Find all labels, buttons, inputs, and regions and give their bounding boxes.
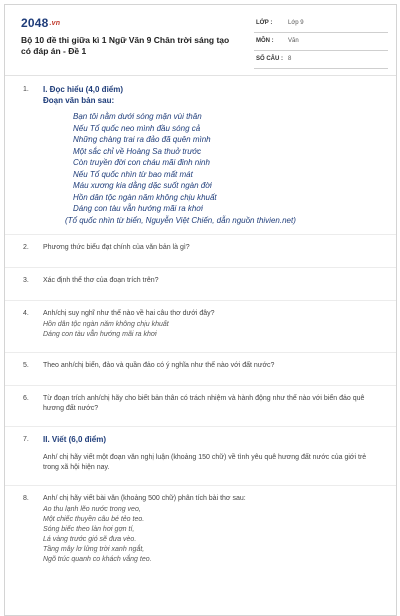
quoted-line: Hồn dân tộc ngàn năm không chịu khuất [43, 321, 169, 328]
poem-line: Dáng con tàu vẫn hướng mãi ra khơi [73, 204, 203, 213]
quoted-line: Lá vàng trước gió sẽ đưa vèo. [43, 536, 137, 543]
divider [5, 385, 396, 386]
question-text: Anh/ chị hãy viết một đoạn văn nghị luận (khoảng 150 chữ) về tình yêu quê hương đất nước của giới trẻ trong xã hội hiện nay. [43, 454, 367, 471]
poem-line: Một sắc chỉ về Hoàng Sa thuở trước [73, 146, 202, 156]
site-logo[interactable]: 2048.vn [21, 16, 61, 30]
quoted-lines [43, 320, 382, 340]
question-number: 3. [23, 277, 29, 284]
question-3 [5, 276, 396, 286]
meta-value: Văn [288, 38, 299, 44]
quoted-line: Sóng biếc theo làn hơi gợn tí, [43, 526, 135, 533]
question-text: Anh/ chị hãy viết bài văn (khoảng 500 chữ) phân tích bài thơ sau: [43, 495, 246, 502]
question-text: Theo anh/chị biển, đảo và quần đảo có ý nghĩa như thế nào với đất nước? [43, 362, 275, 369]
question-number: 6. [23, 395, 29, 402]
divider [5, 485, 396, 486]
question-number: 5. [23, 362, 29, 369]
question-text: Xác định thể thơ của đoạn trích trên? [43, 277, 159, 284]
quoted-lines [43, 505, 382, 565]
question-number: 2. [23, 244, 29, 251]
divider [5, 426, 396, 427]
question-number: 7. [23, 436, 29, 443]
meta-row-grade [254, 15, 388, 33]
section-heading: I. Đọc hiểu (4,0 điểm) [43, 85, 124, 94]
question-number: 1. [23, 86, 29, 93]
meta-row-count [254, 51, 388, 69]
quoted-line: Ngõ trúc quanh co khách vắng teo. [43, 556, 152, 563]
poem-line: Nếu Tổ quốc nhìn từ bao mất mát [73, 169, 193, 179]
page-title: Bộ 10 đề thi giữa kì 1 Ngữ Văn 9 Chân trời sáng tạo có đáp án - Đề 1 [21, 35, 230, 56]
divider [5, 267, 396, 268]
question-number: 8. [23, 495, 29, 502]
header-divider [5, 75, 396, 76]
document-header [5, 5, 396, 75]
meta-key: LỚP : [256, 20, 273, 26]
meta-value: 8 [288, 56, 292, 62]
poem-line: Máu xương kia dằng dặc suốt ngàn đời [73, 181, 212, 190]
question-list [5, 81, 396, 565]
question-text: Anh/chị suy nghĩ như thế nào về hai câu thơ dưới đây? [43, 310, 215, 317]
meta-key: SỐ CÂU : [256, 56, 283, 62]
poem-line: Những chàng trai ra đảo đã quên mình [73, 135, 211, 144]
question-text: Từ đoạn trích anh/chị hãy cho biết bản thân có trách nhiệm và hành động như thế nào với biển đảo quê hương đất nước? [43, 395, 365, 412]
poem-line: Hồn dân tộc ngàn năm không chịu khuất [73, 192, 217, 202]
question-number: 4. [23, 310, 29, 317]
question-text: Phương thức biểu đạt chính của văn bản là gì? [43, 244, 190, 251]
divider [5, 352, 396, 353]
question-4 [5, 309, 396, 340]
meta-table [254, 15, 388, 69]
document-page [4, 4, 397, 616]
section-subtitle: Đoạn văn bản sau: [43, 96, 115, 105]
poem-line: Bạn tôi nằm dưới sóng mặn vùi thân [73, 112, 202, 121]
meta-row-subject [254, 33, 388, 51]
quoted-line: Một chiếc thuyền câu bé tẻo teo. [43, 516, 145, 523]
divider [5, 300, 396, 301]
meta-key: MÔN : [256, 38, 274, 44]
question-8 [5, 494, 396, 565]
poem-source: (Tổ quốc nhìn từ biển, Nguyễn Việt Chiến, dẫn nguồn thivien.net) [65, 215, 296, 225]
meta-value: Lớp 9 [288, 20, 304, 26]
quoted-line: Dáng con tàu vẫn hướng mãi ra khơi [43, 331, 157, 338]
poem-excerpt [65, 111, 396, 226]
question-1 [5, 85, 396, 226]
quoted-line: Tầng mây lơ lửng trời xanh ngắt, [43, 546, 145, 553]
question-2 [5, 243, 396, 253]
divider [5, 234, 396, 235]
question-6 [5, 394, 396, 414]
poem-line: Nếu Tổ quốc neo mình đầu sóng cả [73, 123, 201, 133]
section-heading: II. Viết (6,0 điểm) [43, 435, 106, 444]
question-5 [5, 361, 396, 371]
question-7 [5, 435, 396, 473]
quoted-line: Ao thu lạnh lẽo nước trong veo, [43, 506, 141, 513]
poem-line: Còn truyền đời con cháu mãi đinh ninh [73, 158, 210, 167]
